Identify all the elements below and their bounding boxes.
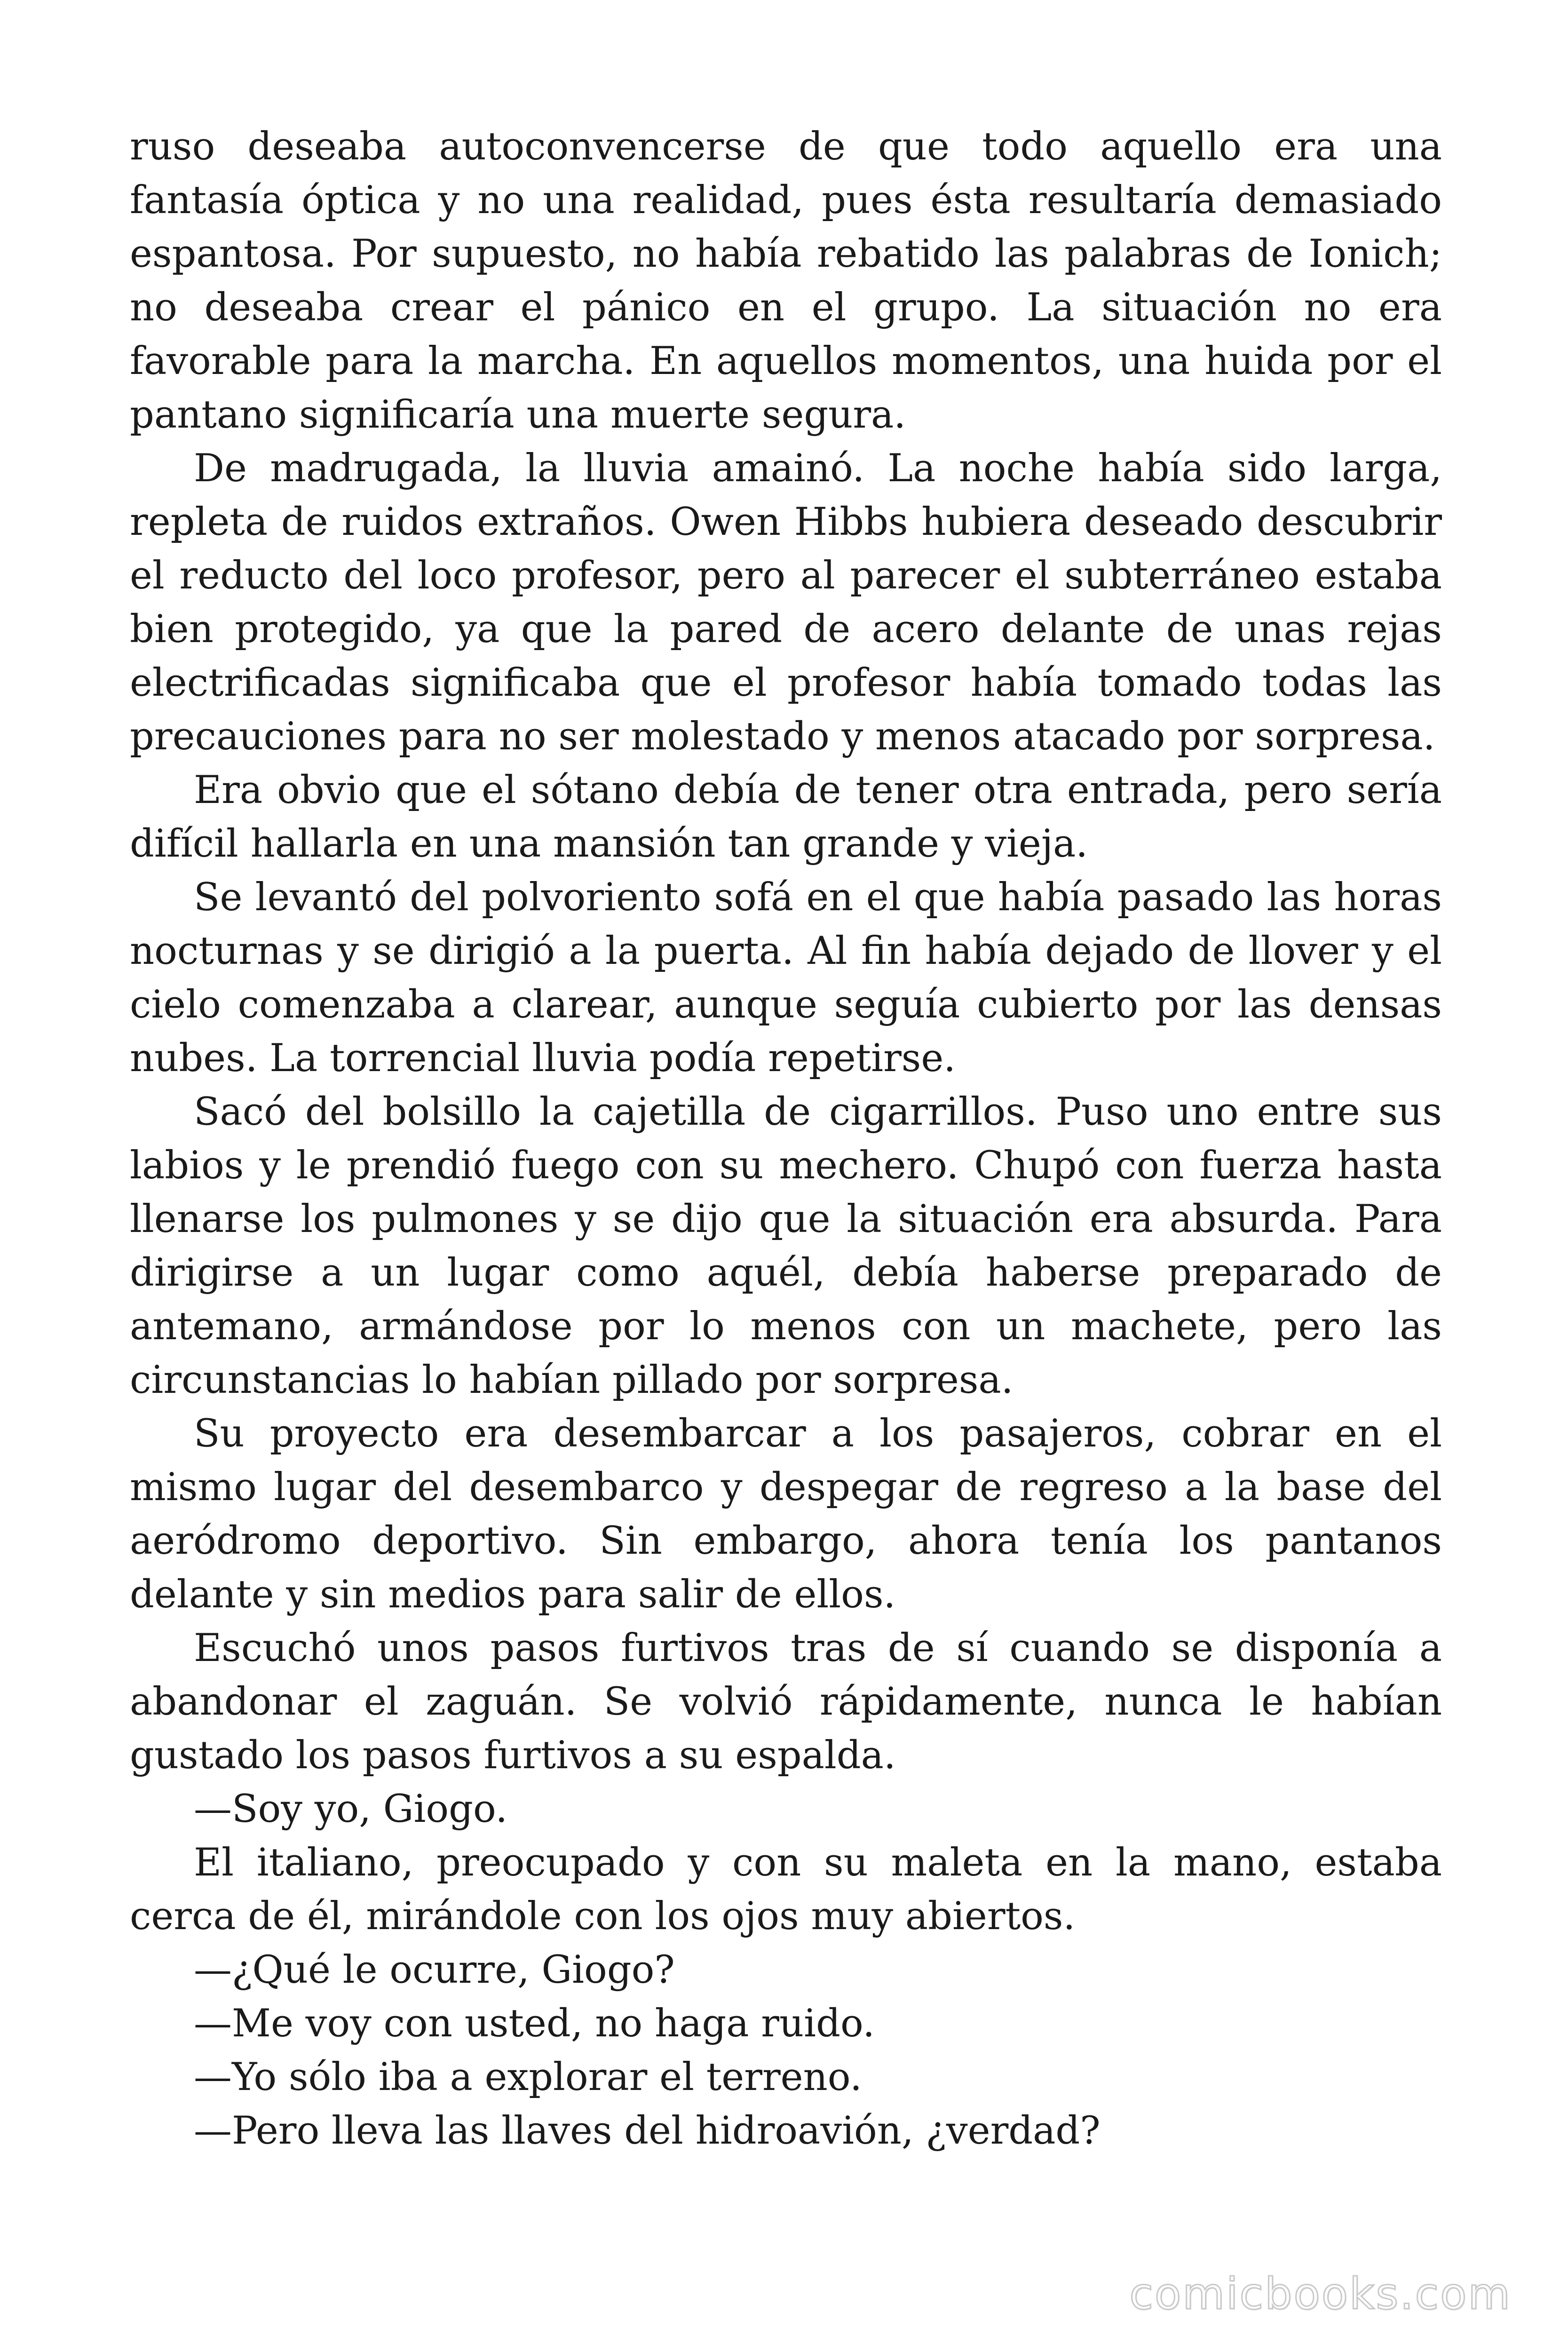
body-text <box>130 120 1442 2158</box>
dialogue-line: —Me voy con usted, no haga ruido. <box>194 2002 875 2046</box>
dialogue-line: —Soy yo, Giogo. <box>194 1787 508 1831</box>
paragraph: Se levantó del polvoriento sofá en el que había pasado las horas nocturnas y se dirigió a la puerta. Al fin había dejado de llover y el cielo comenzaba a clarear, aunque seguía cubierto por las densas nubes. La torrencial lluvia podía repetirse. <box>130 875 1442 1081</box>
paragraph: De madrugada, la lluvia amainó. La noche había sido larga, repleta de ruidos extraños. Owen Hibbs hubiera deseado descubrir el reducto del loco profesor, pero al parecer el subterráneo estaba bien protegido, ya que la pared de acero delante de unas rejas electrificadas significaba que el profesor había tomado todas las precauciones para no ser molestado y menos atacado por sorpresa. <box>130 446 1442 759</box>
paragraph: Escuchó unos pasos furtivos tras de sí cuando se disponía a abandonar el zaguán. Se volvió rápidamente, nunca le habían gustado los pasos furtivos a su espalda. <box>130 1626 1442 1778</box>
watermark: comicbooks.com <box>1129 2269 1512 2319</box>
paragraph: Era obvio que el sótano debía de tener otra entrada, pero sería difícil hallarla en una mansión tan grande y vieja. <box>130 768 1442 866</box>
dialogue-line: —¿Qué le ocurre, Giogo? <box>194 1948 675 1992</box>
paragraph: Sacó del bolsillo la cajetilla de cigarrillos. Puso uno entre sus labios y le prendió fuego con su mechero. Chupó con fuerza hasta llenarse los pulmones y se dijo que la situación era absurda. Para dirigirse a un lugar como aquél, debía haberse preparado de antemano, armándose por lo menos con un machete, pero las circunstancias lo habían pillado por sorpresa. <box>130 1090 1442 1402</box>
paragraph: ruso deseaba autoconvencerse de que todo aquello era una fantasía óptica y no una realidad, pues ésta resultaría demasiado espantosa. Por supuesto, no había rebatido las palabras de Ionich; no deseaba crear el pánico en el grupo. La situación no era favorable para la marcha. En aquellos momentos, una huida por el pantano significaría una muerte segura. <box>130 125 1442 437</box>
dialogue-line: —Pero lleva las llaves del hidroavión, ¿verdad? <box>194 2109 1101 2153</box>
paragraph: El italiano, preocupado y con su maleta en la mano, estaba cerca de él, mirándole con los ojos muy abiertos. <box>130 1841 1442 1939</box>
paragraph: Su proyecto era desembarcar a los pasajeros, cobrar en el mismo lugar del desembarco y despegar de regreso a la base del aeródromo deportivo. Sin embargo, ahora tenía los pantanos delante y sin medios para salir de ellos. <box>130 1412 1442 1617</box>
dialogue-line: —Yo sólo iba a explorar el terreno. <box>194 2055 862 2099</box>
